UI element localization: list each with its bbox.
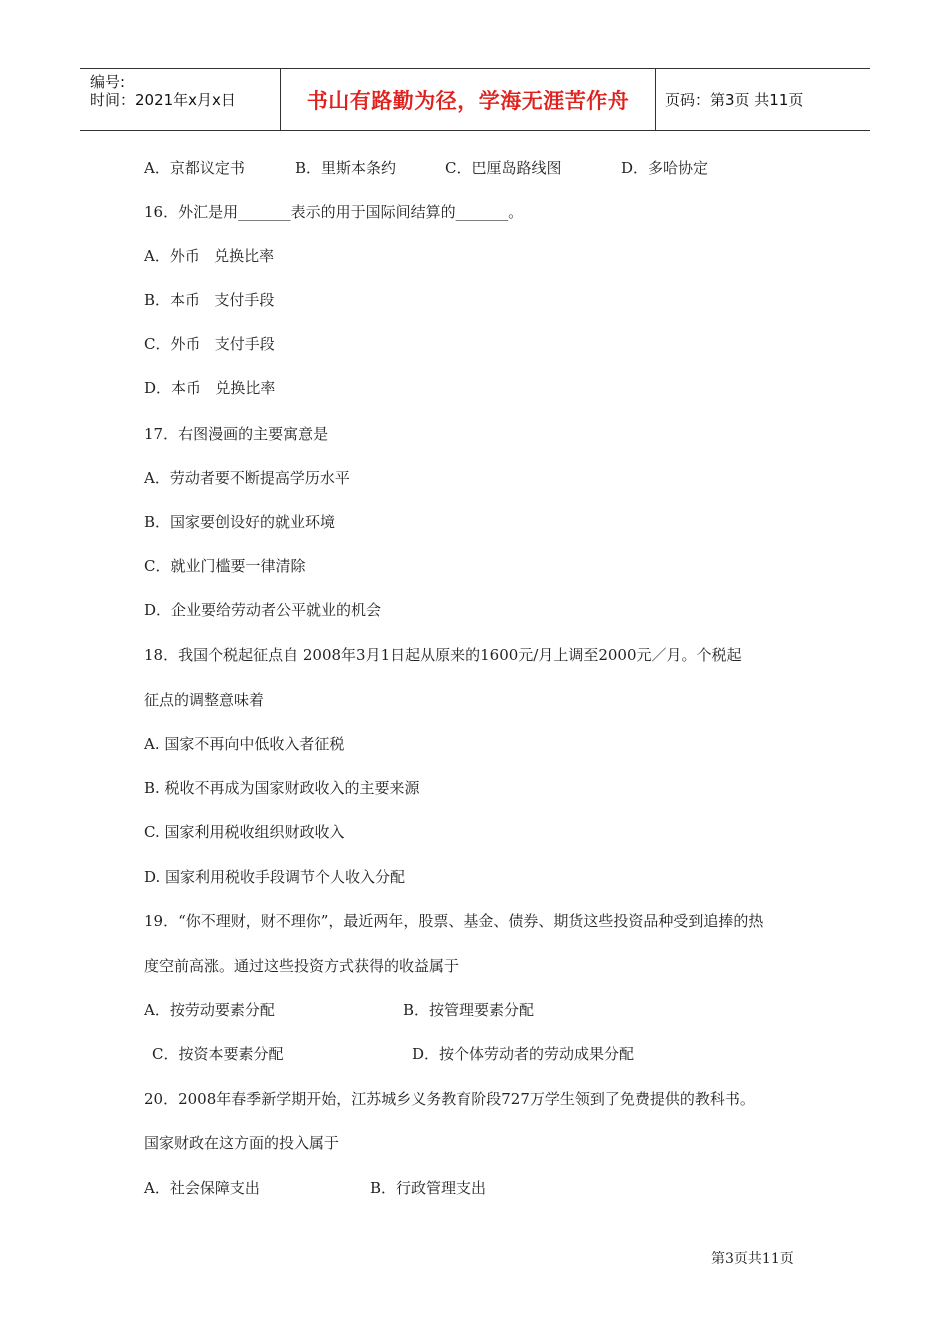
- q19-stem-line2: 度空前高涨。通过这些投资方式获得的收益属于: [144, 957, 460, 975]
- q19-option-b: B．按管理要素分配: [403, 1001, 535, 1019]
- q17-option-d: D．企业要给劳动者公平就业的机会: [144, 601, 382, 619]
- q17-option-a: A．劳动者要不断提高学历水平: [144, 469, 350, 487]
- q19-option-d: D．按个体劳动者的劳动成果分配: [412, 1045, 635, 1063]
- q19-option-c: C．按资本要素分配: [152, 1045, 284, 1063]
- q18-option-a: A. 国家不再向中低收入者征税: [144, 735, 345, 753]
- q18-option-b: B. 税收不再成为国家财政收入的主要来源: [144, 779, 420, 797]
- header-page-cell: [655, 69, 870, 130]
- q19-option-a: A．按劳动要素分配: [144, 1001, 275, 1019]
- q17-option-b: B．国家要创设好的就业环境: [144, 513, 336, 531]
- q18-stem-line1: 18．我国个税起征点自 2008年3月1日起从原来的1600元/月上调至2000元／月。个税起: [144, 646, 742, 664]
- q18-option-d: D. 国家利用税收手段调节个人收入分配: [144, 868, 406, 886]
- q15-option-c: C．巴厘岛路线图: [445, 159, 562, 177]
- q16-option-d: D．本币 兑换比率: [144, 379, 276, 397]
- q16-option-c: C．外币 支付手段: [144, 335, 275, 353]
- header-page-number: 页码：第3页 共11页: [665, 91, 804, 109]
- q19-stem-line1: 19．“你不理财，财不理你”，最近两年，股票、基金、债券、期货这些投资品种受到追捧的热: [144, 912, 764, 930]
- q17-option-c: C．就业门槛要一律清除: [144, 557, 306, 575]
- q16-option-a: A．外币 兑换比率: [144, 247, 275, 265]
- q20-stem-line2: 国家财政在这方面的投入属于: [144, 1134, 340, 1152]
- document-time-label: 时间：2021年x月x日: [90, 91, 236, 109]
- document-number-label: 编号:: [90, 73, 126, 91]
- q20-option-a: A．社会保障支出: [144, 1179, 260, 1197]
- q17-stem: 17．右图漫画的主要寓意是: [144, 425, 329, 443]
- q15-option-b: B．里斯本条约: [295, 159, 397, 177]
- q15-option-a: A．京都议定书: [144, 159, 245, 177]
- page-header: [80, 68, 870, 131]
- q18-stem-line2: 征点的调整意味着: [144, 691, 265, 709]
- q18-option-c: C. 国家利用税收组织财政收入: [144, 823, 345, 841]
- q20-option-b: B．行政管理支出: [370, 1179, 487, 1197]
- header-motto: 书山有路勤为径，学海无涯苦作舟: [306, 89, 630, 113]
- header-info-cell: [80, 69, 280, 130]
- q16-option-b: B．本币 支付手段: [144, 291, 275, 309]
- page-footer-number: 第3页共11页: [711, 1251, 794, 1267]
- q20-stem-line1: 20．2008年春季新学期开始，江苏城乡义务教育阶段727万学生领到了免费提供的教科书。: [144, 1090, 755, 1108]
- header-motto-cell: [280, 69, 656, 130]
- q15-option-d: D．多哈协定: [621, 159, 709, 177]
- q16-stem: 16．外汇是用_______表示的用于国际间结算的_______。: [144, 203, 524, 221]
